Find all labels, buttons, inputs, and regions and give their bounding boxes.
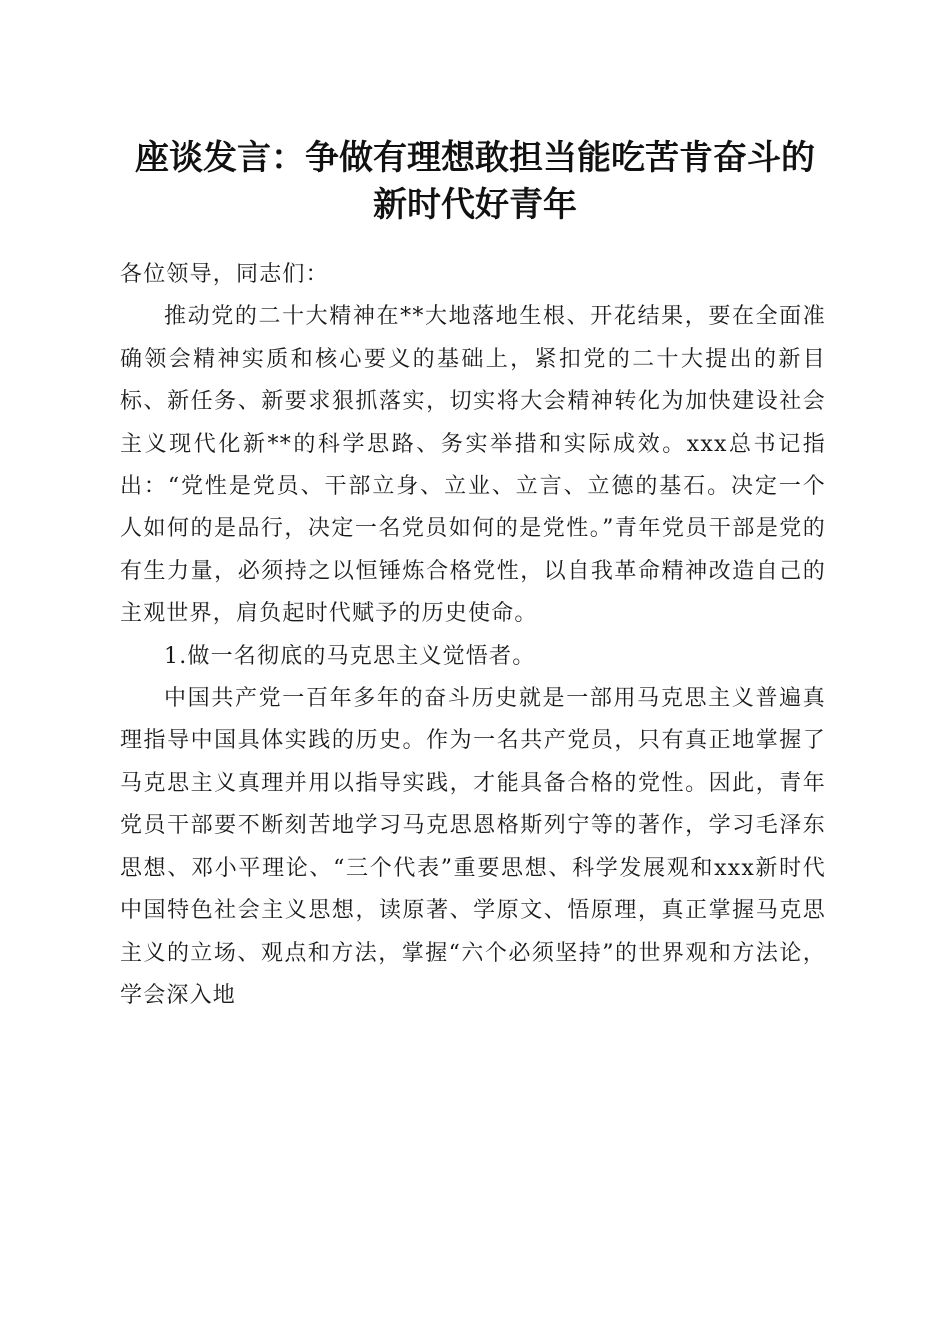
title-line-1: 座谈发言：争做有理想敢担当能吃苦肯奋斗的 [135,138,815,178]
salutation: 各位领导，同志们： [120,262,329,287]
paragraph-intro: 推动党的二十大精神在**大地落地生根、开花结果，要在全面准确领会精神实质和核心要义的基础上，紧扣党的二十大提出的新目标、新任务、新要求狠抓落实，切实将大会精神转化为加快建设社会主义现代化新**的科学思路、务实举措和实际成效。xxx总书记指出：“党性是党员、干部立身、立业、立言、立德的基石。决定一个人如何的是品行，决定一名党员如何的是党性。”青年党员干部是党的有生力量，必须持之以恒锤炼合格党性，以自我革命精神改造自己的主观世界，肩负起时代赋予的历史使命。 [120,304,826,627]
paragraph-section-1: 中国共产党一百年多年的奋斗历史就是一部用马克思主义普遍真理指导中国具体实践的历史。作为一名共产党员，只有真正地掌握了马克思主义真理并用以指导实践，才能具备合格的党性。因此，青年党员干部要不断刻苦地学习马克思恩格斯列宁等的著作，学习毛泽东思想、邓小平理论、“三个代表”重要思想、科学发展观和xxx新时代中国特色社会主义思想，读原著、学原文、悟原理，真正掌握马克思主义的立场、观点和方法，掌握“六个必须坚持”的世界观和方法论，学会深入地 [120,686,826,1008]
section-heading-1: 1.做一名彻底的马克思主义觉悟者。 [164,643,536,669]
document-title [100,135,850,229]
title-line-2: 新时代好青年 [373,185,577,225]
document-body [120,254,826,1017]
